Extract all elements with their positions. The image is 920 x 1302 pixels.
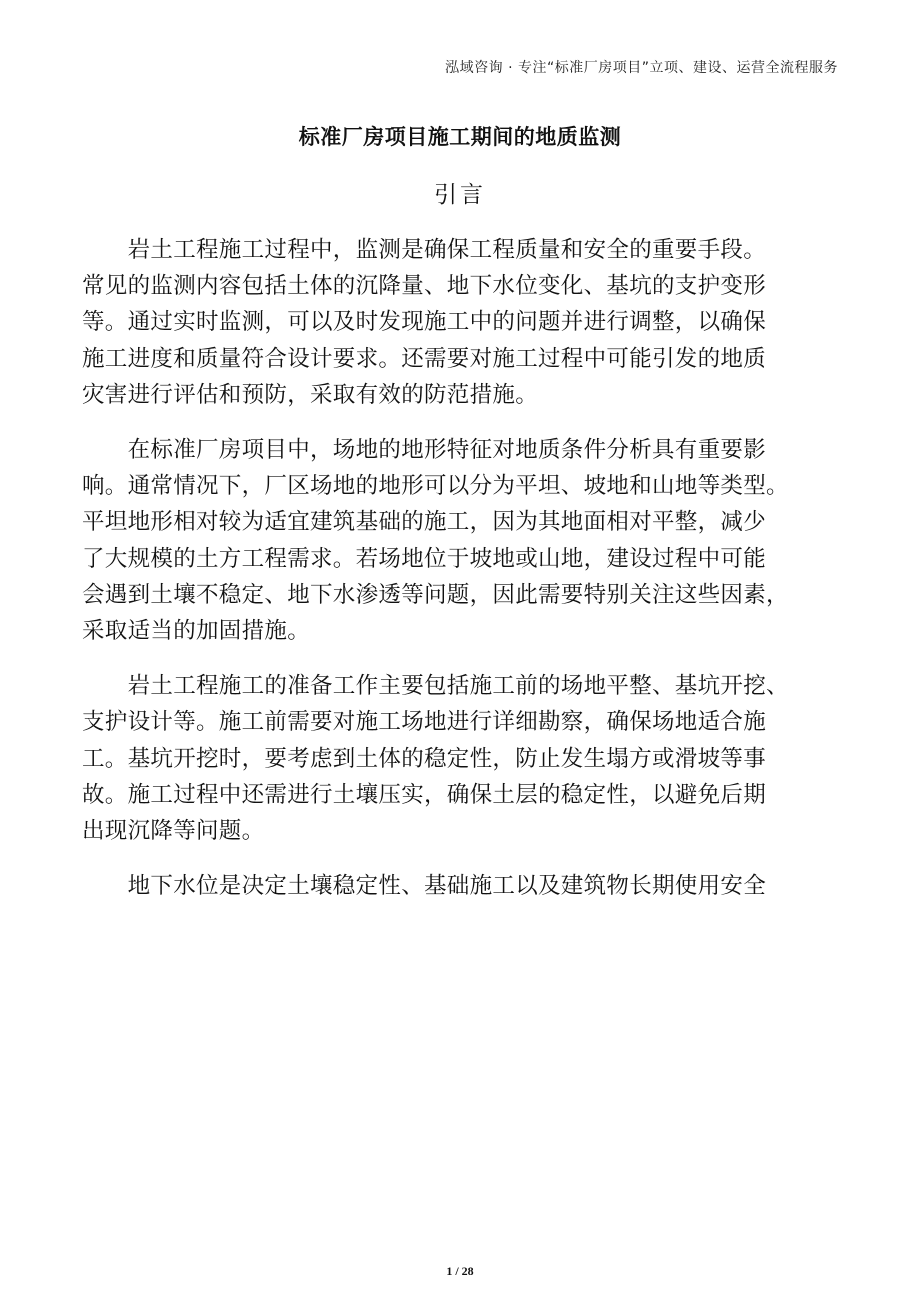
text-line: 在标准厂房项目中，场地的地形特征对地质条件分析具有重要影 <box>82 437 767 464</box>
paragraph-spacer <box>82 649 842 668</box>
text-line: 等。通过实时监测，可以及时发现施工中的问题并进行调整，以确保 <box>82 309 767 336</box>
paragraph <box>82 232 842 413</box>
document-title: 标准厂房项目施工期间的地质监测 <box>298 125 622 149</box>
text-line: 岩土工程施工过程中，监测是确保工程质量和安全的重要手段。 <box>82 237 767 263</box>
text-line: 了大规模的土方工程需求。若场地位于坡地或山地，建设过程中可能 <box>82 545 767 572</box>
document-body <box>82 232 842 904</box>
page-number: 1 / 28 <box>446 1264 474 1278</box>
text-line: 地下水位是决定土壤稳定性、基础施工以及建筑物长期使用安全 <box>82 873 767 900</box>
paragraph <box>82 668 842 849</box>
text-line: 施工进度和质量符合设计要求。还需要对施工过程中可能引发的地质 <box>82 345 767 372</box>
text-line: 出现沉降等问题。 <box>82 818 265 845</box>
text-line: 采取适当的加固措施。 <box>82 618 311 645</box>
text-line: 支护设计等。施工前需要对施工场地进行详细勘察，确保场地适合施 <box>82 709 767 736</box>
text-line: 响。通常情况下，厂区场地的地形可以分为平坦、坡地和山地等类型。 <box>82 473 789 500</box>
paragraph <box>82 868 842 904</box>
section-heading: 引言 <box>434 182 486 208</box>
text-line: 常见的监测内容包括土体的沉降量、地下水位变化、基坑的支护变形 <box>82 273 767 300</box>
page-header: 泓域咨询 · 专注“标准厂房项目”立项、建设、运营全流程服务 <box>445 60 838 76</box>
paragraph-spacer <box>82 849 842 868</box>
text-line: 灾害进行评估和预防，采取有效的防范措施。 <box>82 381 539 408</box>
text-line: 会遇到土壤不稳定、地下水渗透等问题，因此需要特别关注这些因素， <box>82 581 789 608</box>
paragraph <box>82 432 842 649</box>
text-line: 平坦地形相对较为适宜建筑基础的施工，因为其地面相对平整，减少 <box>82 509 767 536</box>
text-line: 岩土工程施工的准备工作主要包括施工前的场地平整、基坑开挖、 <box>82 673 789 700</box>
text-line: 故。施工过程中还需进行土壤压实，确保土层的稳定性，以避免后期 <box>82 781 767 808</box>
text-line: 工。基坑开挖时，要考虑到土体的稳定性，防止发生塌方或滑坡等事 <box>82 745 767 772</box>
paragraph-spacer <box>82 413 842 432</box>
